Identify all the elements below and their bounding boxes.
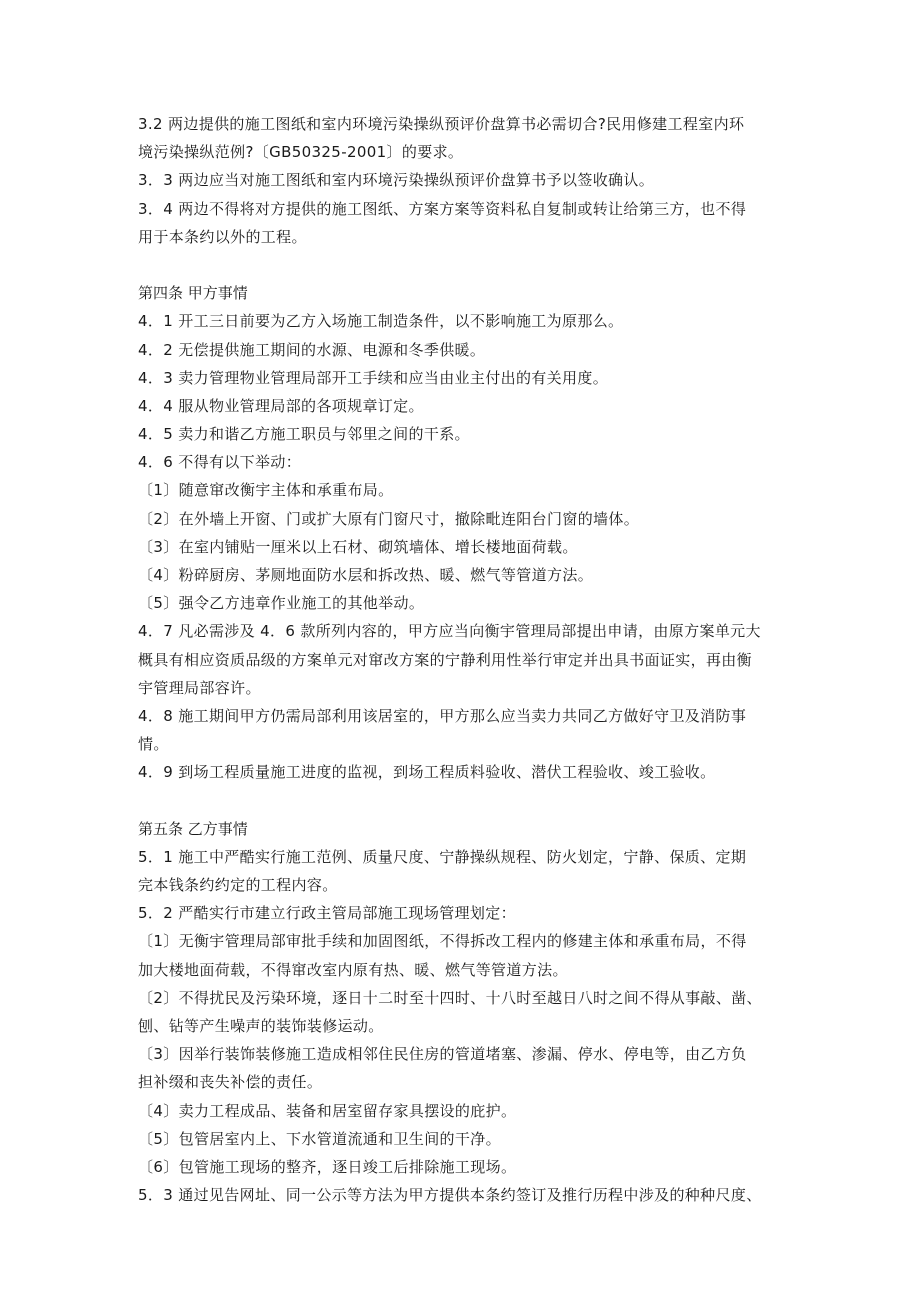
text-line: 5．1 施工中严酷实行施工范例、质量尺度、宁静操纵规程、防火划定，宁静、保质、定期 bbox=[138, 847, 747, 866]
text-line: 3．4 两边不得将对方提供的施工图纸、方案方案等资料私自复制或转让给第三方，也不得 bbox=[138, 199, 747, 218]
text-line: 〔5〕强令乙方违章作业施工的其他举动。 bbox=[138, 594, 425, 613]
text-line: 4．4 服从物业管理局部的各项规章订定。 bbox=[138, 396, 424, 415]
text-line: 情。 bbox=[138, 735, 169, 754]
text-line: 担补缀和丧失补偿的责任。 bbox=[138, 1073, 323, 1092]
text-line: 加大楼地面荷载，不得窜改室内原有热、暖、燃气等管道方法。 bbox=[138, 960, 568, 979]
text-line: 5．2 严酷实行市建立行政主管局部施工现场管理划定： bbox=[138, 904, 516, 923]
text-line: 宇管理局部容许。 bbox=[138, 678, 261, 697]
text-line: 〔4〕卖力工程成品、装备和居室留存家具摆设的庇护。 bbox=[138, 1101, 517, 1120]
text-line: 〔3〕在室内铺贴一厘米以上石材、砌筑墙体、增长楼地面荷载。 bbox=[138, 537, 578, 556]
section-title-article-5: 第五条 乙方事情 bbox=[138, 819, 248, 838]
text-line: 4．9 到场工程质量施工进度的监视，到场工程质料验收、潜伏工程验收、竣工验收。 bbox=[138, 763, 716, 782]
text-line: 4．1 开工三日前要为乙方入场施工制造条件，以不影响施工为原那么。 bbox=[138, 312, 624, 331]
clause-block-3 bbox=[138, 110, 798, 251]
clause-block-4 bbox=[138, 307, 798, 786]
text-line: 完本钱条约约定的工程内容。 bbox=[138, 876, 338, 895]
text-line: 〔6〕包管施工现场的整齐，逐日竣工后排除施工现场。 bbox=[138, 1157, 517, 1176]
text-line: 4．6 不得有以下举动： bbox=[138, 453, 302, 472]
text-line: 〔2〕不得扰民及污染环境，逐日十二时至十四时、十八时至越日八时之间不得从事敲、凿、 bbox=[138, 988, 762, 1007]
blank-line bbox=[138, 251, 798, 279]
text-line: 3.2 两边提供的施工图纸和室内环境污染操纵预评价盘算书必需切合?民用修建工程室内环 bbox=[138, 115, 745, 133]
text-line: 境污染操纵范例?〔GB50325-2001〕的要求。 bbox=[138, 143, 464, 162]
text-line: 〔3〕因举行装饰装修施工造成相邻住民住房的管道堵塞、渗漏、停水、停电等，由乙方负 bbox=[138, 1045, 747, 1064]
text-line: 刨、钻等产生噪声的装饰装修运动。 bbox=[138, 1017, 384, 1035]
text-line: 用于本条约以外的工程。 bbox=[138, 227, 307, 246]
text-line: 〔2〕在外墙上开窗、门或扩大原有门窗尺寸，撤除毗连阳台门窗的墙体。 bbox=[138, 509, 640, 528]
text-line: 4．8 施工期间甲方仍需局部利用该居室的，甲方那么应当卖力共同乙方做好守卫及消防事 bbox=[138, 706, 747, 725]
text-line: 4．7 凡必需涉及 4．6 款所列内容的，甲方应当向衡宇管理局部提出申请，由原方案单元大 bbox=[138, 622, 761, 641]
text-line: 〔4〕粉碎厨房、茅厕地面防水层和拆改热、暖、燃气等管道方法。 bbox=[138, 566, 594, 584]
text-line: 5．3 通过见告网址、同一公示等方法为甲方提供本条约签订及推行历程中涉及的种种尺度、 bbox=[138, 1186, 762, 1205]
text-line: 概具有相应资质品级的方案单元对窜改方案的宁静利用性举行审定并出具书面证实，再由衡 bbox=[138, 650, 753, 669]
section-title-article-4: 第四条 甲方事情 bbox=[138, 284, 248, 303]
document-page bbox=[138, 110, 798, 1209]
text-line: 〔1〕无衡宇管理局部审批手续和加固图纸，不得拆改工程内的修建主体和承重布局，不得 bbox=[138, 932, 747, 951]
text-line: 4．2 无偿提供施工期间的水源、电源和冬季供暖。 bbox=[138, 340, 486, 359]
text-line: 3．3 两边应当对施工图纸和室内环境污染操纵预评价盘算书予以签收确认。 bbox=[138, 171, 655, 190]
text-line: 4．5 卖力和谐乙方施工职员与邻里之间的干系。 bbox=[138, 425, 470, 444]
clause-block-5 bbox=[138, 843, 798, 1209]
blank-line bbox=[138, 787, 798, 815]
text-line: 4．3 卖力管理物业管理局部开工手续和应当由业主付出的有关用度。 bbox=[138, 368, 609, 387]
text-line: 〔5〕包管居室内上、下水管道流通和卫生间的干净。 bbox=[138, 1129, 501, 1148]
text-line: 〔1〕随意窜改衡宇主体和承重布局。 bbox=[138, 481, 394, 500]
